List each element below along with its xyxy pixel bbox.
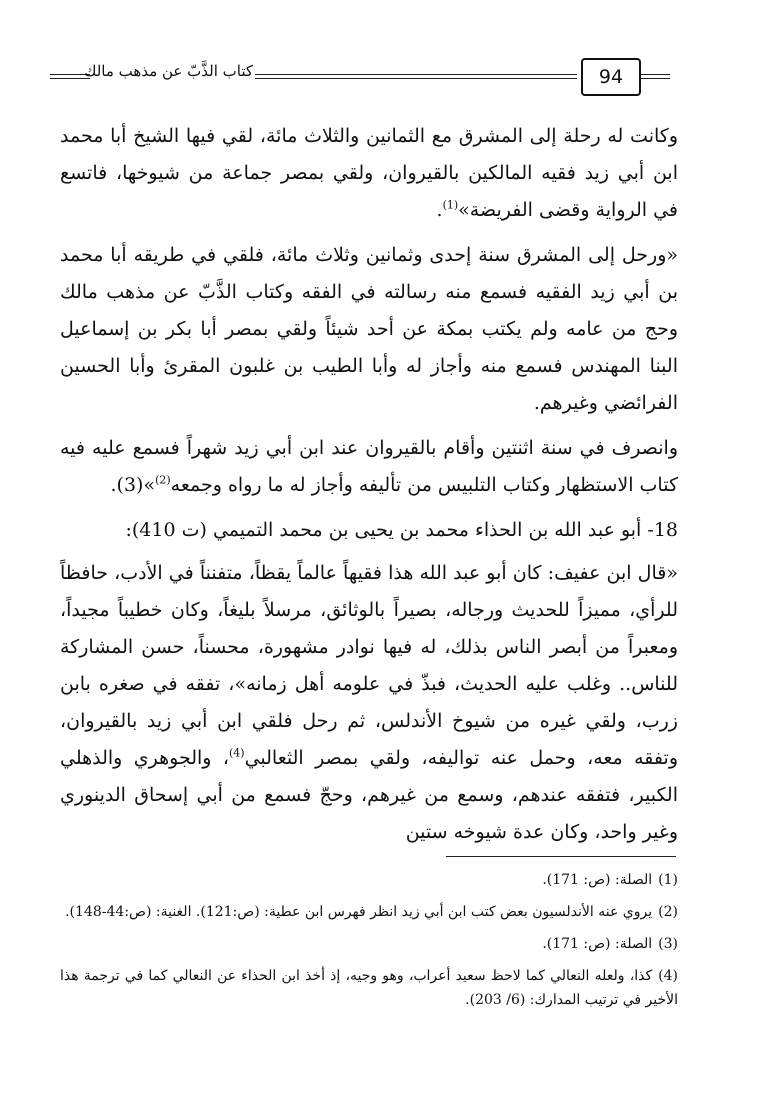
footnote-ref-1[interactable]: (1) <box>442 198 459 212</box>
book-title: كتاب الذَّبّ عن مذهب مالك <box>84 62 253 80</box>
header-rule-right <box>640 74 670 79</box>
entry-heading: 18- أبو عبد الله بن الحذاء محمد بن يحيى بن محمد التميمي (ت 410): <box>125 519 678 541</box>
footnote-separator <box>446 856 676 857</box>
paragraph-1: وكانت له رحلة إلى المشرق مع الثمانين والثلاث مائة، لقي فيها الشيخ أبا محمد ابن أبي زيد فقيه المالكين بالقيروان، ولقي بمصر جماعة من شيوخها، فاتسع في الرواية وقضى الفريضة»$^{(1)}$. <box>60 125 678 221</box>
footnote-ref-2[interactable]: (2) <box>155 473 171 487</box>
footnotes <box>60 868 678 1020</box>
paragraph-4: «قال ابن عفيف: كان أبو عبد الله هذا فقيهاً عالماً يقظاً، متفنناً في الأدب، حافظاً للرأي، مميزاً للحديث ورجاله، بصيراً بالوثائق، مرسلاً بليغاً، وكان خطيباً مجيداً، ومعبراً من أبصر الناس بذلك، له فيها نوادر مشهورة، محسناً، حسن المشاركة للناس.. وغلب عليه الحديث، فبذّ في علومه أهل زمانه»، تفقه في صغره بابن زرب، ولقي غيره من شيوخ الأندلس، ثم رحل فلقي ابن أبي زيد بالقيروان، وتفقه معه، وحمل عنه تواليفه، ولقي بمصر الثعالبي$^{(4)}$، والجوهري والذهلي الكبير، فتفقه عندهم، وسمع من غيرهم، وحجّ فسمع من أبي إسحاق الدينوري وغير واحد، وكان عدة شيوخه ستين <box>60 562 678 843</box>
footnote-2: (2)يروي عنه الأندلسيون بعض كتب ابن أبي زيد انظر فهرس ابن عطية: (ص:121). الغنية: (ص:44-148). <box>65 904 678 920</box>
footnote-ref-4[interactable]: (4) <box>228 746 245 760</box>
header-rule-middle <box>255 74 577 79</box>
paragraph-2: «ورحل إلى المشرق سنة إحدى وثمانين وثلاث مائة، فلقي في طريقه أبا محمد بن أبي زيد الفقيه فسمع منه رسالته في الفقه وكتاب الذَّبّ عن مذهب مالك وحج من عامه ولم يكتب بمكة عن أحد شيئاً ولقي بمصر أبا بكر بن إسماعيل البنا المهندس فسمع منه وأجاز له وأبا الطيب بن غلبون المقرئ وأبا الحسين الفرائضي وغيرهم. <box>60 244 678 414</box>
footnote-4: (4)كذا، ولعله النعالي كما لاحظ سعيد أعراب، وهو وجيه، إذ أخذ ابن الحذاء عن النعالي كما في ترجمة هذا الأخير في ترتيب المدارك: (6/ 203). <box>60 968 678 1008</box>
page-number: 94 <box>581 58 641 96</box>
paragraph-3: وانصرف في سنة اثنتين وأقام بالقيروان عند ابن أبي زيد شهراً فسمع عليه فيه كتاب الاستظهار وكتاب التلبيس من تأليفه وأجاز له ما رواه وجمعه$^{(2)}$»(3). <box>60 437 678 496</box>
footnote-1: (1)الصلة: (ص: 171). <box>542 872 678 888</box>
running-header <box>50 56 670 100</box>
footnote-3: (3)الصلة: (ص: 171). <box>542 936 678 952</box>
footnote-ref-3: »(3). <box>110 474 156 496</box>
body-text <box>60 118 678 859</box>
